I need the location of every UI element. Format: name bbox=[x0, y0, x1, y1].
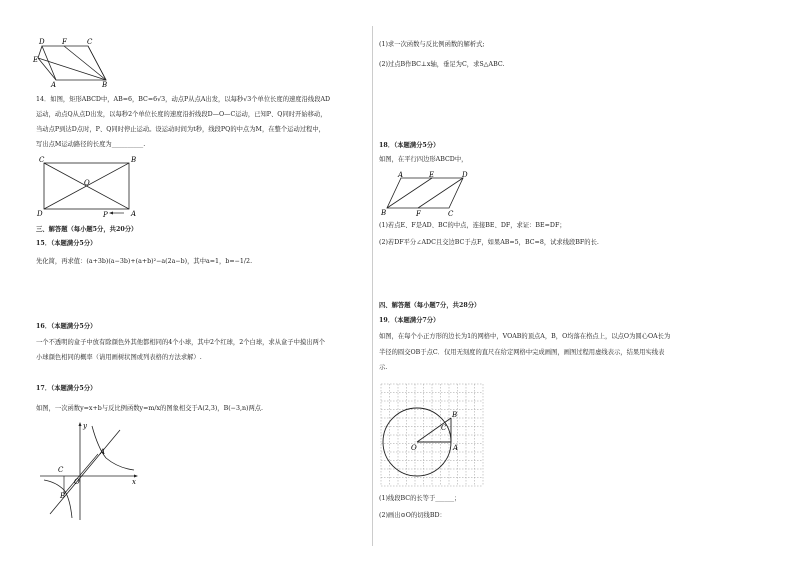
q19-label-c: C bbox=[441, 424, 447, 432]
q18-label-c: C bbox=[448, 210, 454, 218]
q18-label-d: D bbox=[462, 171, 468, 179]
q18-label-b: B bbox=[381, 209, 387, 217]
q17-label-c: C bbox=[58, 466, 64, 474]
q19-part2: (2)画出⊙O的切线BD： bbox=[379, 512, 446, 519]
q14-label-c: C bbox=[39, 156, 45, 164]
q14-line4: 写出点M运动路径的长度为__________. bbox=[36, 141, 146, 148]
q17-body: 如图，一次函数y=x+b与反比例函数y=m/x的图象相交于A(2,3)，B(−3,n)两点. bbox=[36, 405, 264, 412]
q18-part1: (1)若点E、F是AD、BC的中点，连接BE、DF，求证：BE=DF； bbox=[379, 222, 566, 229]
q14-figure bbox=[36, 155, 146, 220]
q17-figure bbox=[36, 418, 146, 522]
q13-label-d: D bbox=[39, 38, 45, 46]
q13-label-c: C bbox=[87, 38, 93, 46]
q17-part1: (1)求一次函数与反比例函数的解析式; bbox=[379, 41, 485, 48]
section-3-heading: 三、解答题（每小题5分，共20分） bbox=[36, 226, 138, 233]
q15-body: 先化简，再求值：(a+3b)(a−3b)+(a+b)²−a(2a−b)，其中a=1，b=−1/2. bbox=[36, 258, 253, 265]
q19-part1: (1)线段BC的长等于______； bbox=[379, 495, 461, 502]
q14-label-p: P bbox=[103, 211, 108, 219]
q17-label-y: y bbox=[83, 422, 87, 430]
q14-label-a: A bbox=[131, 210, 137, 218]
q18-heading: 18．（本题满分5分） bbox=[379, 142, 440, 149]
q14-line3: 当动点P到达D点时，P、Q同时停止运动。设运动时间为t秒，线段PQ的中点为M，在整个运动过程中， bbox=[36, 126, 325, 133]
q19-grid-figure bbox=[379, 382, 483, 486]
q19-line2: 半径的圆交OB于点C．仅用无刻度的直尺在给定网格中完成画图，画图过程用虚线表示，结果用实线表 bbox=[379, 349, 665, 356]
q16-line1: 一个不透明的盒子中放有除颜色外其他都相同的4个小球，其中2个红球，2个白球，求从盒子中摸出两个 bbox=[36, 339, 326, 346]
q13-label-b: B bbox=[102, 81, 108, 89]
q18-figure bbox=[381, 170, 471, 220]
q19-line3: 示. bbox=[379, 364, 388, 371]
q14-line2: 运动，动点Q从点D出发，以每秒2个单位长度的速度沿折线段D—O—C运动，已知P、Q同时开始移动， bbox=[36, 111, 327, 118]
q17-part2: (2)过点B作BC⊥x轴，垂足为C，求S△ABC. bbox=[379, 61, 505, 68]
q16-heading: 16．（本题满分5分） bbox=[36, 323, 97, 330]
q14-label-o: O bbox=[84, 179, 90, 187]
q19-label-a: A bbox=[453, 444, 459, 452]
q18-part2: (2)若DF平分∠ADC且交边BC于点F，如果AB=5，BC=8，试求线段BF的长. bbox=[379, 239, 599, 246]
q14-label-d: D bbox=[37, 210, 43, 218]
q17-label-a: A bbox=[100, 448, 106, 456]
q18-intro: 如图，在平行四边形ABCD中， bbox=[379, 156, 468, 163]
q17-label-x: x bbox=[132, 478, 136, 486]
q18-label-e: E bbox=[429, 171, 435, 179]
q13-label-e: E bbox=[33, 56, 39, 64]
q19-label-b: B bbox=[452, 411, 458, 419]
q18-label-a: A bbox=[398, 171, 404, 179]
q13-label-f: F bbox=[62, 38, 67, 46]
q17-label-o: O bbox=[74, 478, 80, 486]
q19-line1: 如图，在每个小正方形的边长为1的网格中，VOAB的顶点A，B，O均落在格点上，以点O为圆心OA长为 bbox=[379, 333, 671, 340]
q13-figure bbox=[33, 36, 126, 89]
q14-line1: 14．如图，矩形ABCD中，AB=6，BC=6√3，动点P从点A出发，以每秒√3个单位长度的速度沿线段AD bbox=[36, 96, 331, 103]
section-4-heading: 四、解答题（每小题7分，共28分） bbox=[379, 302, 481, 309]
q14-label-b: B bbox=[131, 156, 137, 164]
q17-heading: 17．（本题满分5分） bbox=[36, 385, 97, 392]
q18-label-f: F bbox=[416, 210, 421, 218]
q13-label-a: A bbox=[51, 81, 57, 89]
q16-line2: 小球颜色相同的概率（请用画树状图或列表格的方法求解）. bbox=[36, 354, 202, 361]
column-divider bbox=[372, 26, 373, 546]
q15-heading: 15．（本题满分5分） bbox=[36, 240, 97, 247]
q19-heading: 19．（本题满分7分） bbox=[379, 317, 440, 324]
q19-label-o: O bbox=[411, 444, 417, 452]
q17-label-b: B bbox=[60, 492, 66, 500]
